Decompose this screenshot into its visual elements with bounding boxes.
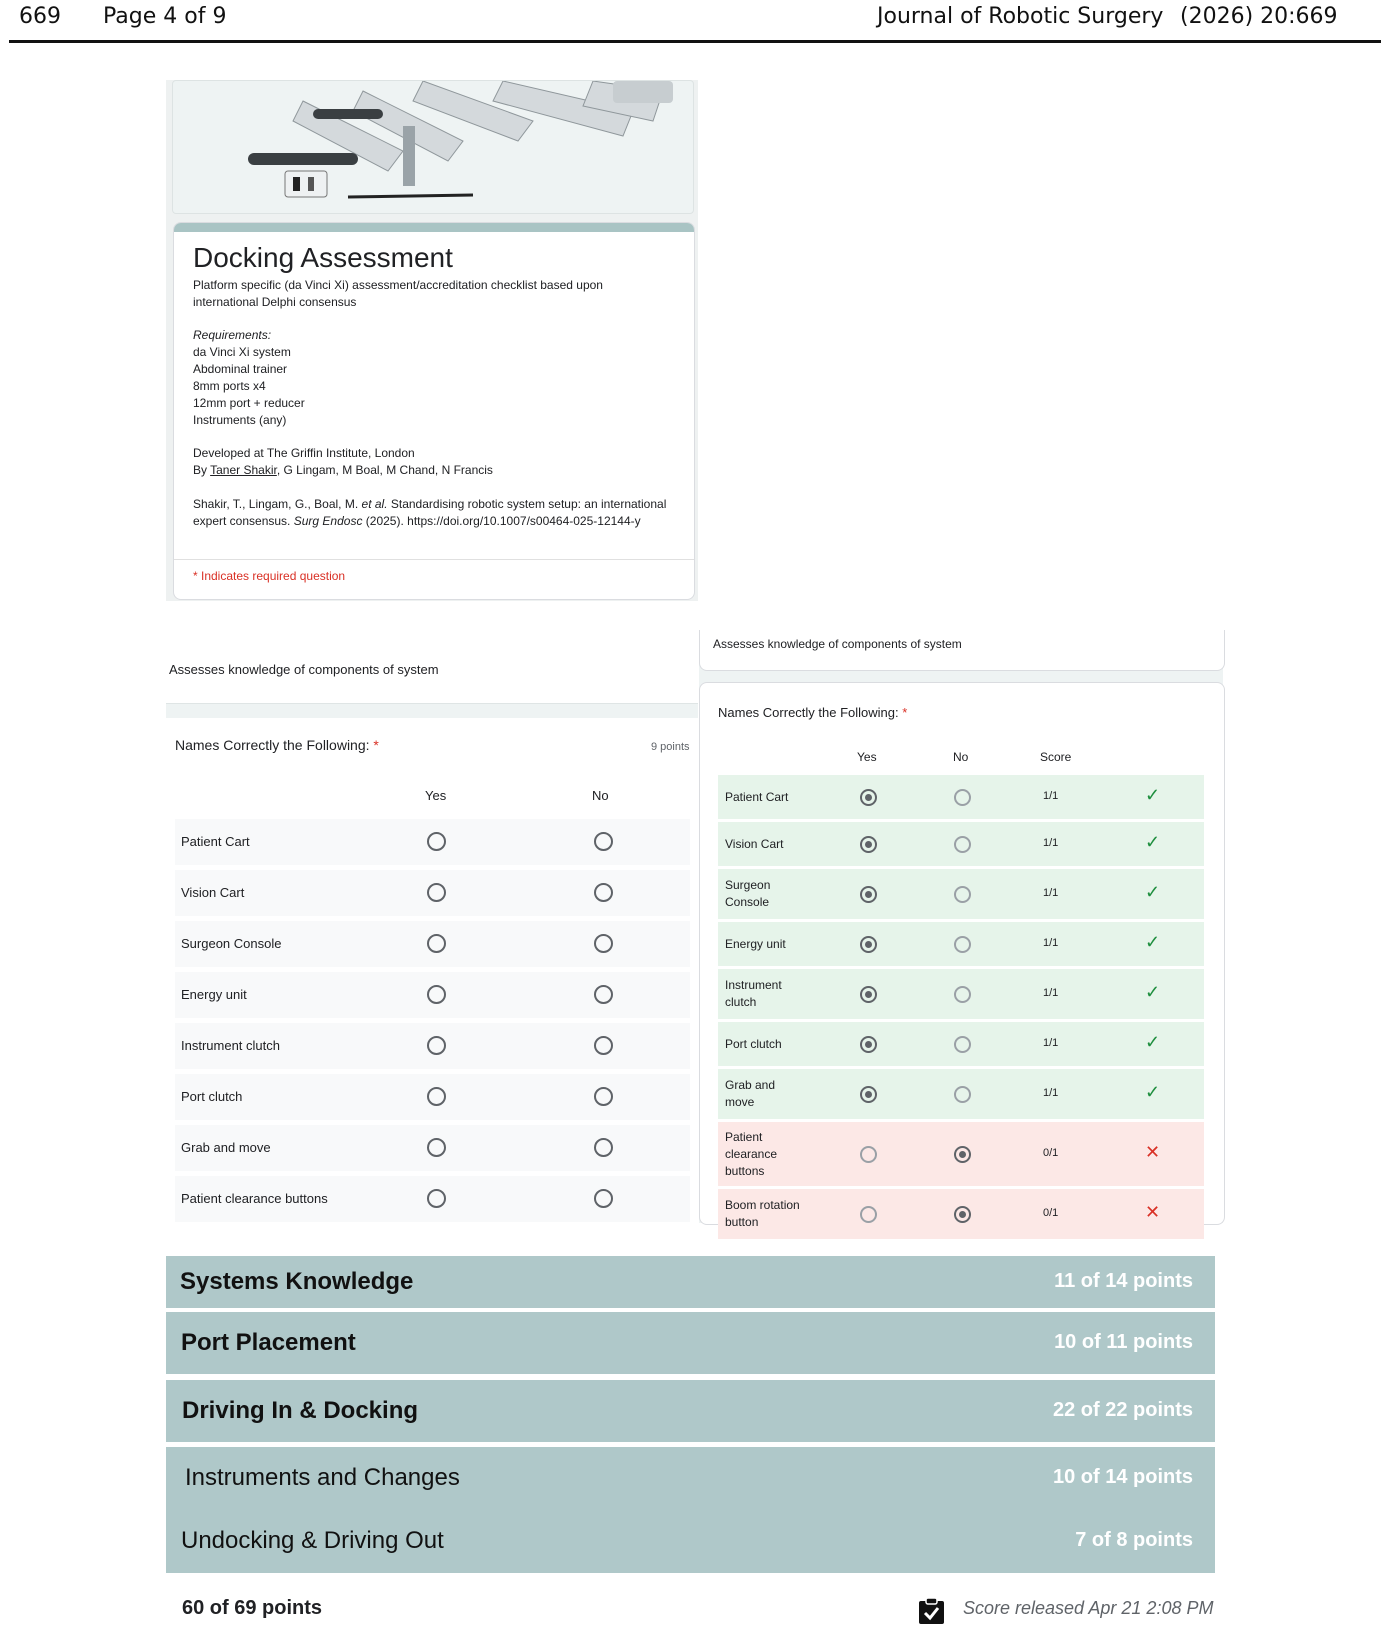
required-asterisk: * <box>373 737 379 753</box>
graded-row-score: 1/1 <box>1043 937 1059 949</box>
graded-row-label: Grab and move <box>725 1078 776 1109</box>
graded-row-correct <box>718 1022 1204 1066</box>
radio-no[interactable] <box>594 1036 613 1055</box>
graded-row-score: 1/1 <box>1043 1087 1059 1099</box>
radio-no[interactable] <box>594 934 613 953</box>
graded-row-score: 1/1 <box>1043 1037 1059 1049</box>
section-bar[interactable] <box>166 1447 1215 1509</box>
graded-radio-no <box>954 886 971 903</box>
grid-row <box>175 972 690 1018</box>
radio-no[interactable] <box>594 1189 613 1208</box>
graded-row-correct <box>718 1069 1204 1119</box>
section-bar[interactable] <box>166 1509 1215 1573</box>
form-title: Docking Assessment <box>193 242 453 273</box>
grid-row <box>175 1023 690 1069</box>
graded-radio-no <box>954 986 971 1003</box>
reference-etal: et al. <box>361 497 388 511</box>
section-divider-band <box>166 703 698 718</box>
section-bar[interactable] <box>166 1256 1215 1308</box>
graded-row-correct <box>718 969 1204 1019</box>
author-link[interactable]: Taner Shakir <box>210 463 277 477</box>
requirement-item: 8mm ports x4 <box>193 379 266 393</box>
section-points: 10 of 11 points <box>1054 1331 1193 1353</box>
graded-radio-no <box>954 789 971 806</box>
radio-yes[interactable] <box>427 1189 446 1208</box>
graded-row-score: 1/1 <box>1043 837 1059 849</box>
reference-text: expert consensus. <box>193 514 294 528</box>
section-name: Instruments and Changes <box>185 1464 460 1491</box>
grid-row-label: Vision Cart <box>181 885 245 900</box>
graded-radio-yes <box>860 836 877 853</box>
form-description-line1: Platform specific (da Vinci Xi) assessment/accreditation checklist based upon <box>193 278 603 292</box>
grid-row-label: Patient Cart <box>181 834 250 849</box>
graded-row-label: Boom rotation button <box>725 1198 800 1229</box>
reference-journal: Surg Endosc <box>293 514 363 528</box>
graded-row-score: 0/1 <box>1043 1207 1059 1219</box>
check-icon: ✓ <box>1145 785 1161 805</box>
section-name: Systems Knowledge <box>180 1268 414 1295</box>
grid-row-label: Surgeon Console <box>181 936 282 951</box>
check-icon: ✓ <box>1145 932 1161 952</box>
radio-no[interactable] <box>594 985 613 1004</box>
graded-row-score: 1/1 <box>1043 987 1059 999</box>
column-header-no: No <box>592 788 609 803</box>
reference-text: Standardising robotic system setup: an international <box>387 497 667 511</box>
authors-prefix: By <box>193 463 211 477</box>
reference-line1 <box>193 496 666 513</box>
grid-row-label: Port clutch <box>181 1089 243 1104</box>
graded-row-label: Patient clearance buttons <box>725 1129 778 1178</box>
required-question-note: * Indicates required question <box>193 569 346 583</box>
requirement-item: Instruments (any) <box>193 413 287 427</box>
clipboard-check-icon <box>918 1597 945 1625</box>
article-number: 669 <box>19 4 61 29</box>
section-bar[interactable] <box>166 1380 1215 1442</box>
question-points: 9 points <box>651 741 690 753</box>
robot-arms-illustration <box>173 81 693 213</box>
question-text: Names Correctly the Following: <box>175 737 370 753</box>
grid-row-label: Energy unit <box>181 987 247 1002</box>
page-indicator: Page 4 of 9 <box>103 4 227 29</box>
section-points: 7 of 8 points <box>1075 1529 1193 1551</box>
graded-radio-yes <box>860 1086 877 1103</box>
grid-row-label: Patient clearance buttons <box>181 1191 328 1206</box>
authors-line <box>193 462 493 479</box>
graded-radio-yes <box>860 886 877 903</box>
grid-row <box>175 870 690 916</box>
graded-row-score: 0/1 <box>1043 1147 1059 1159</box>
grid-row <box>175 921 690 967</box>
graded-row-correct <box>718 869 1204 919</box>
form-description-line2: international Delphi consensus <box>193 295 357 309</box>
graded-radio-yes <box>860 1146 877 1163</box>
graded-radio-yes <box>860 936 877 953</box>
score-released: Score released Apr 21 2:08 PM <box>963 1598 1214 1618</box>
graded-column-yes: Yes <box>857 750 877 764</box>
graded-radio-no <box>954 836 971 853</box>
graded-column-score: Score <box>1040 750 1072 764</box>
radio-yes[interactable] <box>427 1036 446 1055</box>
radio-yes[interactable] <box>427 1087 446 1106</box>
check-icon: ✓ <box>1145 832 1161 852</box>
graded-radio-yes <box>860 986 877 1003</box>
requirement-item: da Vinci Xi system <box>193 345 291 359</box>
graded-radio-yes <box>860 789 877 806</box>
graded-radio-no <box>954 936 971 953</box>
graded-row-label: Patient Cart <box>725 789 789 804</box>
total-score: 60 of 69 points <box>182 1597 323 1619</box>
radio-yes[interactable] <box>427 934 446 953</box>
graded-question-subtitle: Assesses knowledge of components of system <box>713 637 962 651</box>
section-name: Port Placement <box>181 1329 356 1356</box>
graded-row-correct <box>718 822 1204 866</box>
journal-citation: (2026) 20:669 <box>1180 4 1338 29</box>
grid-row <box>175 1176 690 1222</box>
radio-no[interactable] <box>594 1138 613 1157</box>
journal-name: Journal of Robotic Surgery <box>877 4 1164 29</box>
radio-no[interactable] <box>594 883 613 902</box>
graded-row-correct <box>718 775 1204 819</box>
graded-column-no: No <box>953 750 969 764</box>
radio-yes[interactable] <box>427 985 446 1004</box>
question-text: Names Correctly the Following: <box>718 705 899 720</box>
section-points: 22 of 22 points <box>1052 1399 1193 1421</box>
graded-row-score: 1/1 <box>1043 790 1059 802</box>
graded-row-label: Instrument clutch <box>725 978 782 1009</box>
graded-row-label: Surgeon Console <box>725 878 771 909</box>
section-points: 10 of 14 points <box>1052 1466 1193 1488</box>
grid-row-label: Instrument clutch <box>181 1038 280 1053</box>
section-points: 11 of 14 points <box>1054 1270 1193 1292</box>
grid-row <box>175 819 690 865</box>
form-header-card <box>173 222 695 600</box>
graded-row-label: Energy unit <box>725 936 786 951</box>
graded-row-incorrect <box>718 1189 1204 1239</box>
blank-question-subtitle: Assesses knowledge of components of system <box>169 662 439 677</box>
requirements-label: Requirements: <box>193 328 272 342</box>
radio-yes[interactable] <box>427 883 446 902</box>
graded-row-label: Port clutch <box>725 1036 782 1051</box>
requirement-item: Abdominal trainer <box>193 362 288 376</box>
reference-line2 <box>193 513 641 530</box>
graded-radio-yes <box>860 1036 877 1053</box>
required-asterisk: * <box>902 705 908 720</box>
check-icon: ✓ <box>1145 982 1161 1002</box>
check-icon: ✓ <box>1145 1082 1161 1102</box>
section-name: Undocking & Driving Out <box>181 1527 444 1554</box>
form-banner-image <box>172 80 694 214</box>
cross-icon: ✕ <box>1145 1142 1161 1162</box>
grid-row <box>175 1125 690 1171</box>
graded-row-correct <box>718 922 1204 966</box>
graded-radio-no <box>954 1036 971 1053</box>
graded-question-title <box>718 705 907 720</box>
graded-radio-yes <box>860 1206 877 1223</box>
authors-rest: , G Lingam, M Boal, M Chand, N Francis <box>276 463 493 477</box>
section-name: Driving In & Docking <box>182 1397 419 1424</box>
graded-row-incorrect <box>718 1122 1204 1186</box>
blank-question-title <box>175 737 379 753</box>
radio-yes[interactable] <box>427 832 446 851</box>
reference-text: Shakir, T., Lingam, G., Boal, M. <box>193 497 362 511</box>
grid-row <box>175 1074 690 1120</box>
developed-at: Developed at The Griffin Institute, London <box>193 446 415 460</box>
graded-radio-no <box>954 1146 971 1163</box>
graded-row-score: 1/1 <box>1043 887 1059 899</box>
radio-no[interactable] <box>594 1087 613 1106</box>
column-header-yes: Yes <box>425 788 447 803</box>
graded-radio-no <box>954 1206 971 1223</box>
radio-no[interactable] <box>594 832 613 851</box>
graded-radio-no <box>954 1086 971 1103</box>
check-icon: ✓ <box>1145 1032 1161 1052</box>
header-rule <box>9 40 1381 43</box>
card-accent-bar <box>174 223 694 232</box>
graded-row-label: Vision Cart <box>725 836 784 851</box>
reference-doi[interactable]: (2025). https://doi.org/10.1007/s00464-025-12144-y <box>362 514 641 528</box>
check-icon: ✓ <box>1145 882 1161 902</box>
cross-icon: ✕ <box>1145 1202 1161 1222</box>
requirement-item: 12mm port + reducer <box>193 396 305 410</box>
radio-yes[interactable] <box>427 1138 446 1157</box>
card-divider <box>174 559 694 560</box>
grid-row-label: Grab and move <box>181 1140 271 1155</box>
section-bar[interactable] <box>166 1312 1215 1374</box>
